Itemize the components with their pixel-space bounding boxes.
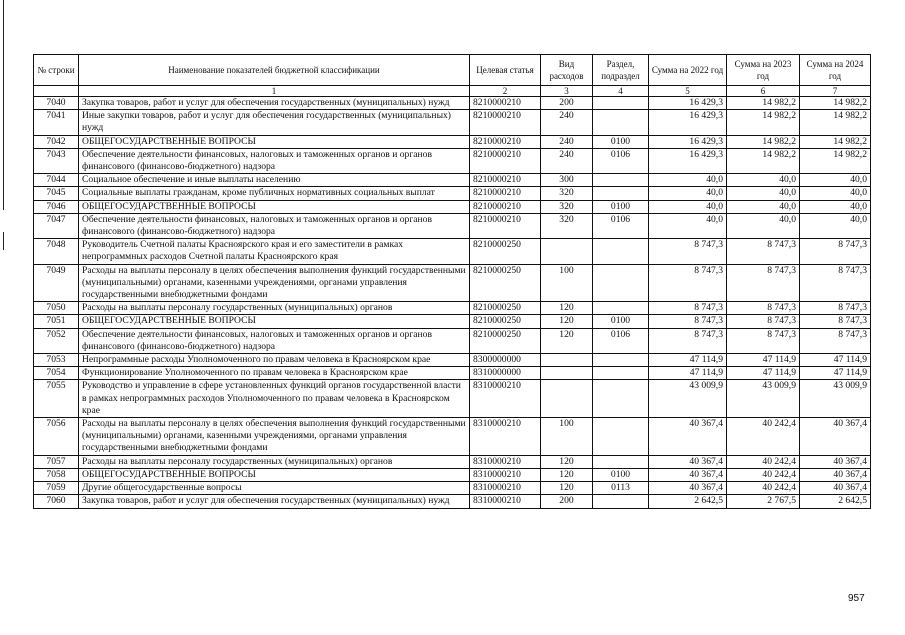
row-name: Функционирование Уполномоченного по правам человека в Красноярском крае: [79, 367, 470, 380]
sum-2024: 40,0: [800, 213, 871, 238]
table-row: [34, 315, 871, 328]
expense-type: 120: [541, 302, 593, 315]
sum-2024: 40 367,4: [800, 418, 871, 456]
sum-2023: 14 982,2: [727, 110, 800, 135]
target-article: 8210000210: [470, 135, 541, 148]
table-row: [34, 187, 871, 200]
section-code: 0100: [593, 468, 649, 481]
row-number: 7043: [34, 148, 79, 173]
table-row: [34, 264, 871, 302]
expense-type: 120: [541, 468, 593, 481]
sum-2022: 40,0: [649, 200, 727, 213]
sum-2022: 16 429,3: [649, 110, 727, 135]
sum-2024: 8 747,3: [800, 315, 871, 328]
sum-2024: 14 982,2: [800, 97, 871, 110]
expense-type: [541, 380, 593, 418]
table-row: [34, 468, 871, 481]
section-code: [593, 455, 649, 468]
sum-2023: 40,0: [727, 187, 800, 200]
target-article: 8310000210: [470, 418, 541, 456]
row-number: 7056: [34, 418, 79, 456]
row-number: 7052: [34, 328, 79, 353]
row-number: 7055: [34, 380, 79, 418]
table-row: [34, 354, 871, 367]
target-article: 8310000000: [470, 367, 541, 380]
table-row: [34, 482, 871, 495]
column-number-row: [34, 86, 871, 97]
section-code: [593, 110, 649, 135]
column-number: [34, 86, 79, 97]
target-article: 8210000210: [470, 97, 541, 110]
section-code: [593, 174, 649, 187]
row-number: 7058: [34, 468, 79, 481]
scan-edge-line: [3, 0, 4, 210]
expense-type: 120: [541, 315, 593, 328]
sum-2022: 8 747,3: [649, 302, 727, 315]
expense-type: 100: [541, 418, 593, 456]
sum-2023: 40,0: [727, 200, 800, 213]
table-row: [34, 455, 871, 468]
row-number: 7045: [34, 187, 79, 200]
row-name: Расходы на выплаты персоналу государственных (муниципальных) органов: [79, 302, 470, 315]
row-number: 7051: [34, 315, 79, 328]
sum-2022: 47 114,9: [649, 354, 727, 367]
row-number: 7041: [34, 110, 79, 135]
column-number: 6: [727, 86, 800, 97]
sum-2023: 8 747,3: [727, 264, 800, 302]
expense-type: 240: [541, 135, 593, 148]
table-row: [34, 200, 871, 213]
sum-2023: 43 009,9: [727, 380, 800, 418]
sum-2022: 40 367,4: [649, 468, 727, 481]
expense-type: [541, 367, 593, 380]
sum-2024: 47 114,9: [800, 367, 871, 380]
sum-2022: 40,0: [649, 187, 727, 200]
table-row: [34, 174, 871, 187]
row-name: Расходы на выплаты персоналу в целях обеспечения выполнения функций государственными (муниципальными) органами, казенными учреждениями, органами управления государственными внебюджетными фондами: [79, 264, 470, 302]
sum-2023: 40 242,4: [727, 482, 800, 495]
sum-2023: 8 747,3: [727, 302, 800, 315]
row-name: ОБЩЕГОСУДАРСТВЕННЫЕ ВОПРОСЫ: [79, 468, 470, 481]
section-code: [593, 187, 649, 200]
row-number: 7054: [34, 367, 79, 380]
section-code: [593, 97, 649, 110]
sum-2024: 8 747,3: [800, 264, 871, 302]
sum-2024: 14 982,2: [800, 110, 871, 135]
sum-2023: 14 982,2: [727, 148, 800, 173]
section-code: 0106: [593, 328, 649, 353]
sum-2022: 40,0: [649, 213, 727, 238]
row-number: 7059: [34, 482, 79, 495]
section-code: [593, 302, 649, 315]
target-article: 8210000210: [470, 213, 541, 238]
sum-2022: 40,0: [649, 174, 727, 187]
section-code: [593, 495, 649, 508]
row-number: 7050: [34, 302, 79, 315]
sum-2022: 8 747,3: [649, 315, 727, 328]
row-name: ОБЩЕГОСУДАРСТВЕННЫЕ ВОПРОСЫ: [79, 315, 470, 328]
section-code: 0100: [593, 200, 649, 213]
target-article: 8300000000: [470, 354, 541, 367]
sum-2023: 40,0: [727, 213, 800, 238]
row-name: Социальное обеспечение и иные выплаты населению: [79, 174, 470, 187]
expense-type: [541, 354, 593, 367]
target-article: 8210000210: [470, 110, 541, 135]
row-number: 7044: [34, 174, 79, 187]
target-article: 8310000210: [470, 495, 541, 508]
sum-2023: 47 114,9: [727, 367, 800, 380]
sum-2024: 40 367,4: [800, 468, 871, 481]
sum-2022: 40 367,4: [649, 418, 727, 456]
sum-2024: 40,0: [800, 200, 871, 213]
target-article: 8210000210: [470, 200, 541, 213]
sum-2022: 40 367,4: [649, 482, 727, 495]
row-name: Закупка товаров, работ и услуг для обеспечения государственных (муниципальных) нужд: [79, 97, 470, 110]
expense-type: 120: [541, 328, 593, 353]
section-code: [593, 367, 649, 380]
header-exp-type: Вид расходов: [541, 55, 593, 86]
sum-2024: 40 367,4: [800, 455, 871, 468]
sum-2022: 8 747,3: [649, 328, 727, 353]
row-number: 7060: [34, 495, 79, 508]
target-article: 8210000210: [470, 187, 541, 200]
row-number: 7047: [34, 213, 79, 238]
row-name: Руководство и управление в сфере установленных функций органов государственной власти в рамках непрограммных расходов Уполномоченного по правам человека в Красноярском крае: [79, 380, 470, 418]
scan-edge-line: [3, 232, 4, 250]
expense-type: 320: [541, 187, 593, 200]
row-name: Руководитель Счетной палаты Красноярского края и его заместители в рамках непрограммных расходов Счетной палаты Красноярского края: [79, 239, 470, 264]
target-article: 8210000250: [470, 328, 541, 353]
header-sum-2024: Сумма на 2024 год: [800, 55, 871, 86]
table-row: [34, 418, 871, 456]
table-row: [34, 110, 871, 135]
sum-2024: 47 114,9: [800, 354, 871, 367]
section-code: [593, 264, 649, 302]
table-row: [34, 380, 871, 418]
header-target: Целевая статья: [470, 55, 541, 86]
target-article: 8210000250: [470, 315, 541, 328]
row-name: Обеспечение деятельности финансовых, налоговых и таможенных органов и органов финансового (финансово-бюджетного) надзора: [79, 328, 470, 353]
expense-type: 120: [541, 455, 593, 468]
sum-2022: 40 367,4: [649, 455, 727, 468]
sum-2023: 14 982,2: [727, 135, 800, 148]
target-article: 8210000210: [470, 148, 541, 173]
sum-2024: 14 982,2: [800, 148, 871, 173]
column-number: 2: [470, 86, 541, 97]
table-row: [34, 148, 871, 173]
target-article: 8210000250: [470, 239, 541, 264]
row-number: 7049: [34, 264, 79, 302]
section-code: [593, 380, 649, 418]
expense-type: [541, 239, 593, 264]
section-code: 0106: [593, 148, 649, 173]
row-number: 7042: [34, 135, 79, 148]
target-article: 8210000250: [470, 302, 541, 315]
table-row: [34, 213, 871, 238]
sum-2022: 2 642,5: [649, 495, 727, 508]
row-name: Социальные выплаты гражданам, кроме публичных нормативных социальных выплат: [79, 187, 470, 200]
target-article: 8310000210: [470, 455, 541, 468]
target-article: 8210000250: [470, 264, 541, 302]
sum-2023: 47 114,9: [727, 354, 800, 367]
sum-2023: 8 747,3: [727, 315, 800, 328]
expense-type: 300: [541, 174, 593, 187]
section-code: [593, 239, 649, 264]
sum-2022: 8 747,3: [649, 239, 727, 264]
expense-type: 240: [541, 148, 593, 173]
row-name: Расходы на выплаты персоналу государственных (муниципальных) органов: [79, 455, 470, 468]
sum-2022: 16 429,3: [649, 97, 727, 110]
sum-2022: 16 429,3: [649, 148, 727, 173]
target-article: 8310000210: [470, 482, 541, 495]
expense-type: 100: [541, 264, 593, 302]
expense-type: 120: [541, 482, 593, 495]
row-name: Другие общегосударственные вопросы: [79, 482, 470, 495]
sum-2023: 40 242,4: [727, 468, 800, 481]
row-name: ОБЩЕГОСУДАРСТВЕННЫЕ ВОПРОСЫ: [79, 200, 470, 213]
row-name: Обеспечение деятельности финансовых, налоговых и таможенных органов и органов финансового (финансово-бюджетного) надзора: [79, 148, 470, 173]
table-row: [34, 302, 871, 315]
table-row: [34, 495, 871, 508]
row-number: 7057: [34, 455, 79, 468]
sum-2023: 40,0: [727, 174, 800, 187]
row-name: Иные закупки товаров, работ и услуг для обеспечения государственных (муниципальных) нужд: [79, 110, 470, 135]
row-number: 7040: [34, 97, 79, 110]
sum-2024: 40,0: [800, 187, 871, 200]
section-code: [593, 354, 649, 367]
sum-2022: 47 114,9: [649, 367, 727, 380]
sum-2024: 8 747,3: [800, 328, 871, 353]
column-number: 7: [800, 86, 871, 97]
table-row: [34, 135, 871, 148]
expense-type: 200: [541, 97, 593, 110]
row-number: 7046: [34, 200, 79, 213]
sum-2023: 40 242,4: [727, 418, 800, 456]
expense-type: 320: [541, 200, 593, 213]
header-sum-2023: Сумма на 2023 год: [727, 55, 800, 86]
header-section: Раздел, подраздел: [593, 55, 649, 86]
sum-2024: 40,0: [800, 174, 871, 187]
section-code: 0100: [593, 315, 649, 328]
sum-2024: 43 009,9: [800, 380, 871, 418]
row-name: ОБЩЕГОСУДАРСТВЕННЫЕ ВОПРОСЫ: [79, 135, 470, 148]
expense-type: 200: [541, 495, 593, 508]
target-article: 8210000210: [470, 174, 541, 187]
column-number: 3: [541, 86, 593, 97]
row-name: Непрограммные расходы Уполномоченного по правам человека в Красноярском крае: [79, 354, 470, 367]
header-row-no: № строки: [34, 55, 79, 86]
table-header: [34, 55, 871, 97]
expense-type: 320: [541, 213, 593, 238]
row-number: 7053: [34, 354, 79, 367]
column-number: 5: [649, 86, 727, 97]
sum-2024: 2 642,5: [800, 495, 871, 508]
sum-2022: 8 747,3: [649, 264, 727, 302]
target-article: 8310000210: [470, 380, 541, 418]
sum-2023: 8 747,3: [727, 239, 800, 264]
sum-2022: 16 429,3: [649, 135, 727, 148]
row-name: Обеспечение деятельности финансовых, налоговых и таможенных органов и органов финансового (финансово-бюджетного) надзора: [79, 213, 470, 238]
page-number: 957: [848, 593, 865, 604]
section-code: 0113: [593, 482, 649, 495]
row-number: 7048: [34, 239, 79, 264]
column-number: 4: [593, 86, 649, 97]
section-code: 0100: [593, 135, 649, 148]
sum-2023: 14 982,2: [727, 97, 800, 110]
column-number: 1: [79, 86, 470, 97]
row-name: Расходы на выплаты персоналу в целях обеспечения выполнения функций государственными (муниципальными) органами, казенными учреждениями, органами управления государственными внебюджетными фондами: [79, 418, 470, 456]
row-name: Закупка товаров, работ и услуг для обеспечения государственных (муниципальных) нужд: [79, 495, 470, 508]
table-row: [34, 367, 871, 380]
header-sum-2022: Сумма на 2022 год: [649, 55, 727, 86]
table-body: [34, 97, 871, 509]
section-code: 0106: [593, 213, 649, 238]
table-row: [34, 97, 871, 110]
sum-2022: 43 009,9: [649, 380, 727, 418]
table-row: [34, 328, 871, 353]
header-name: Наименование показателей бюджетной классификации: [79, 55, 470, 86]
section-code: [593, 418, 649, 456]
budget-table: [33, 54, 871, 509]
sum-2023: 40 242,4: [727, 455, 800, 468]
expense-type: 240: [541, 110, 593, 135]
sum-2024: 8 747,3: [800, 239, 871, 264]
target-article: 8310000210: [470, 468, 541, 481]
sum-2024: 8 747,3: [800, 302, 871, 315]
table-row: [34, 239, 871, 264]
sum-2023: 8 747,3: [727, 328, 800, 353]
sum-2024: 40 367,4: [800, 482, 871, 495]
sum-2024: 14 982,2: [800, 135, 871, 148]
sum-2023: 2 767,5: [727, 495, 800, 508]
